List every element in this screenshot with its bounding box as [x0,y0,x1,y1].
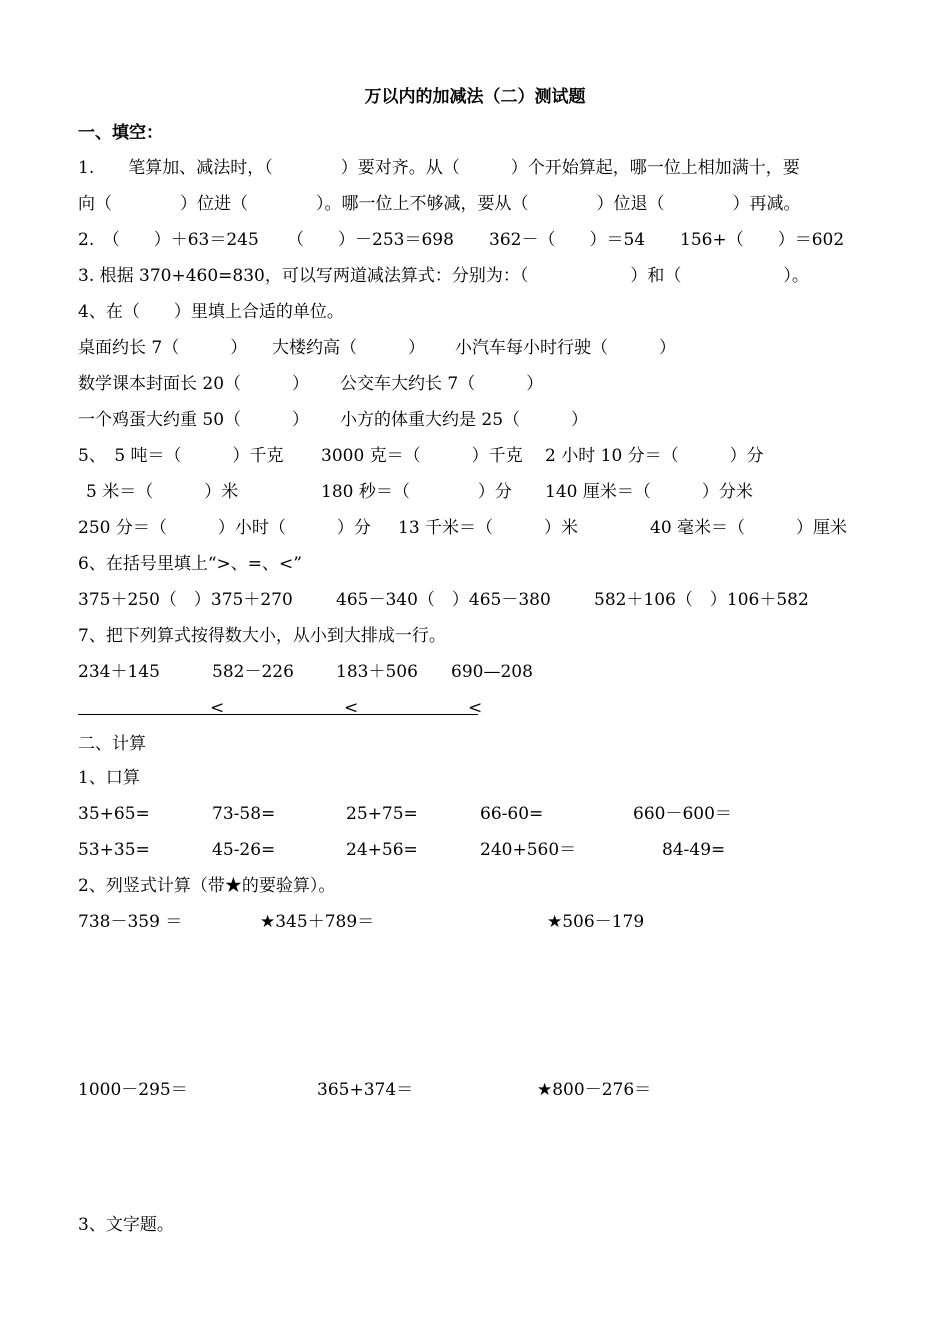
less-than-sign: < [344,698,359,718]
q4-item: 数学课本封面长 20（ ） [78,374,310,394]
q4-item: 公交车大约长 7（ ） [340,374,544,394]
q6-item: 375＋250（ ）375＋270 [78,590,293,610]
q6: 6、在括号里填上“>、=、<” [78,554,302,574]
q5-item: 180 秒＝（ ）分 [321,482,512,502]
vertical-item: 1000－295＝ [78,1080,188,1100]
oral-item: 25+75= [346,804,418,824]
vertical-item: ★506－179 [547,912,645,932]
oral-item: 66-60= [480,804,544,824]
less-than-sign: < [210,698,225,718]
q1-line2: 向（ ）位进（ ）。哪一位上不够减，要从（ ）位退（ ）再减。 [78,194,801,214]
answer-line [78,714,478,715]
q5-item: 40 毫米＝（ ）厘米 [650,518,848,538]
q5-item: 3000 克＝（ ）千克 [321,446,523,466]
oral-item: 240+560＝ [480,840,577,860]
oral-heading: 1、口算 [78,768,140,788]
vertical-item: ★345＋789＝ [260,912,375,932]
vertical-heading: 2、列竖式计算（带★的要验算）。 [78,876,336,896]
oral-item: 24+56= [346,840,418,860]
q1-line1: 1. 笔算加、减法时，（ ）要对齐。从（ ）个开始算起，哪一位上相加满十，要 [78,158,800,178]
less-than-sign: < [468,698,483,718]
oral-item: 45-26= [212,840,276,860]
q4: 4、在（ ）里填上合适的单位。 [78,302,344,322]
q7-item: 234＋145 [78,662,160,682]
q2-item: 2. （ ）＋63＝245 [78,230,259,250]
vertical-item: 738－359 ＝ [78,912,183,932]
q5-item: 250 分＝（ ）小时（ ）分 [78,518,371,538]
q4-item: 小方的体重大约是 25（ ） [340,410,589,430]
oral-item: 84-49= [662,840,726,860]
q7-item: 183＋506 [336,662,418,682]
q5-item: 5、 5 吨＝（ ）千克 [78,446,284,466]
q7-item: 690—208 [451,662,533,682]
q4-item: 桌面约长 7（ ） [78,338,248,358]
vertical-item: ★800－276＝ [537,1080,652,1100]
q5-item: 140 厘米＝（ ）分米 [545,482,753,502]
vertical-item: 365+374＝ [317,1080,414,1100]
page-title: 万以内的加减法（二）测试题 [364,87,586,107]
q2-item: 362－（ ）＝54 [489,230,646,250]
q5-item: 2 小时 10 分＝（ ）分 [545,446,764,466]
q6-item: 465－340（ ）465－380 [336,590,551,610]
q7: 7、把下列算式按得数大小，从小到大排成一行。 [78,626,446,646]
q6-item: 582＋106（ ）106＋582 [594,590,809,610]
q4-item: 大楼约高（ ） [272,338,425,358]
oral-item: 35+65= [78,804,150,824]
q5-item: 13 千米＝（ ）米 [398,518,579,538]
q4-item: 小汽车每小时行驶（ ） [455,338,676,358]
q4-item: 一个鸡蛋大约重 50（ ） [78,410,310,430]
oral-item: 660－600＝ [633,804,732,824]
oral-item: 53+35= [78,840,150,860]
section2-heading: 二、计算 [78,734,146,754]
q2-item: 156+（ ）＝602 [680,230,845,250]
q3: 3. 根据 370+460=830，可以写两道减法算式：分别为：（ ）和（ ）。 [78,266,809,286]
q5-item: 5 米＝（ ）米 [86,482,239,502]
word-problem-heading: 3、文字题。 [78,1215,174,1235]
q2-item: （ ）－253＝698 [287,230,454,250]
q7-item: 582－226 [212,662,294,682]
section1-heading: 一、填空： [78,123,163,143]
oral-item: 73-58= [212,804,276,824]
